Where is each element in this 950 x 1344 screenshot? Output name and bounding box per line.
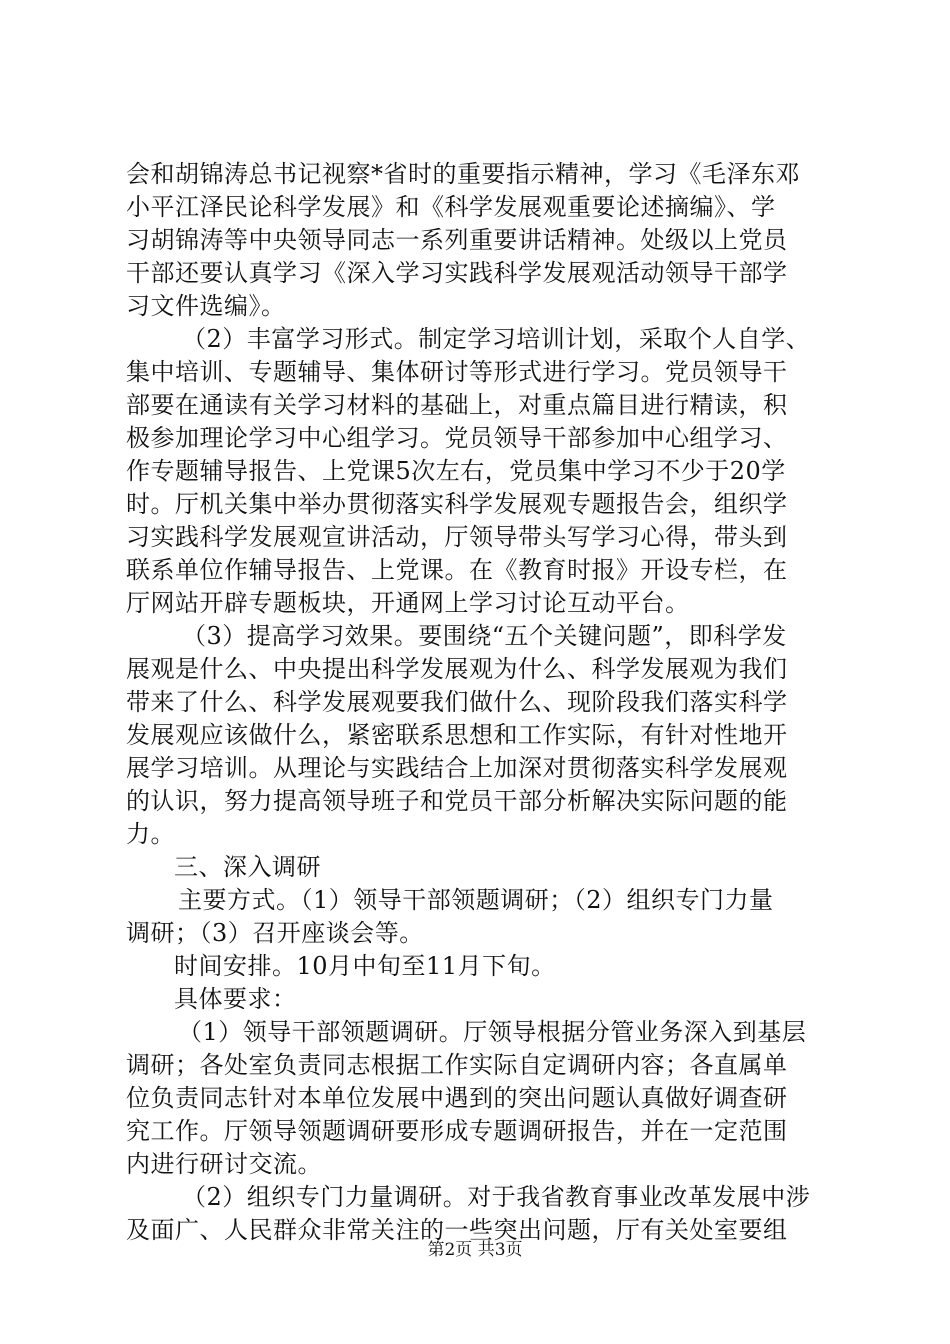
text-line: 究工作。厅领导领题调研要形成专题调研报告，并在一定范围 — [126, 1117, 788, 1145]
paragraph-first-line: （2）组织专门力量调研。对于我省教育事业改革发展中涉 — [182, 1183, 811, 1211]
paragraph-first-line: （2）丰富学习形式。制定学习培训计划，采取个人自学、 — [182, 325, 811, 353]
text-line: 的认识，努力提高领导班子和党员干部分析解决实际问题的能 — [126, 787, 788, 815]
section-heading: 三、深入调研 — [174, 853, 321, 881]
text-line: 习实践科学发展观宣讲活动，厅领导带头写学习心得，带头到 — [126, 523, 788, 551]
text-line: 调研；各处室负责同志根据工作实际自定调研内容；各直属单 — [126, 1051, 788, 1079]
text-line: 时。厅机关集中举办贯彻落实科学发展观专题报告会，组织学 — [126, 490, 788, 518]
page-footer: 第2页 共3页 — [427, 1240, 523, 1260]
text-line: 带来了什么、科学发展观要我们做什么、现阶段我们落实科学 — [126, 688, 788, 716]
text-line: 内进行研讨交流。 — [126, 1150, 322, 1178]
text-line: 作专题辅导报告、上党课5次左右，党员集中学习不少于20学 — [126, 457, 786, 485]
text-line: 位负责同志针对本单位发展中遇到的突出问题认真做好调查研 — [126, 1084, 788, 1112]
text-line: 习文件选编》。 — [126, 292, 286, 320]
text-line: 习胡锦涛等中央领导同志一系列重要讲话精神。处级以上党员 — [126, 226, 788, 254]
text-line: 会和胡锦涛总书记视察*省时的重要指示精神，学习《毛泽东邓 — [126, 160, 800, 188]
text-line: 集中培训、专题辅导、集体研讨等形式进行学习。党员领导干 — [126, 358, 788, 386]
text-line: 发展观应该做什么，紧密联系思想和工作实际，有针对性地开 — [126, 721, 788, 749]
paragraph-first-line: （1）领导干部领题调研。厅领导根据分管业务深入到基层 — [178, 1018, 807, 1046]
text-line: 联系单位作辅导报告、上党课。在《教育时报》开设专栏，在 — [126, 556, 788, 584]
text-line: 及面广、人民群众非常关注的一些突出问题，厅有关处室要组 — [126, 1216, 788, 1244]
text-line: 力。 — [126, 820, 175, 848]
paragraph-first-line: 具体要求： — [174, 985, 297, 1013]
text-line: 部要在通读有关学习材料的基础上，对重点篇目进行精读，积 — [126, 391, 788, 419]
text-line: 小平江泽民论科学发展》和《科学发展观重要论述摘编》、学 — [126, 193, 776, 221]
text-line: 极参加理论学习中心组学习。党员领导干部参加中心组学习、 — [126, 424, 788, 452]
text-line: 展学习培训。从理论与实践结合上加深对贯彻落实科学发展观 — [126, 754, 788, 782]
text-line: 干部还要认真学习《深入学习实践科学发展观活动领导干部学 — [126, 259, 788, 287]
paragraph-first-line: 时间安排。10月中旬至11月下旬。 — [174, 952, 556, 980]
text-line: 调研；（3）召开座谈会等。 — [126, 919, 424, 947]
text-line: 展观是什么、中央提出科学发展观为什么、科学发展观为我们 — [126, 655, 788, 683]
paragraph-first-line: （3）提高学习效果。要围绕“五个关键问题”，即科学发 — [182, 622, 787, 650]
paragraph-first-line: 主要方式。（1）领导干部领题调研；（2）组织专门力量 — [178, 886, 774, 914]
text-line: 厅网站开辟专题板块，开通网上学习讨论互动平台。 — [126, 589, 690, 617]
